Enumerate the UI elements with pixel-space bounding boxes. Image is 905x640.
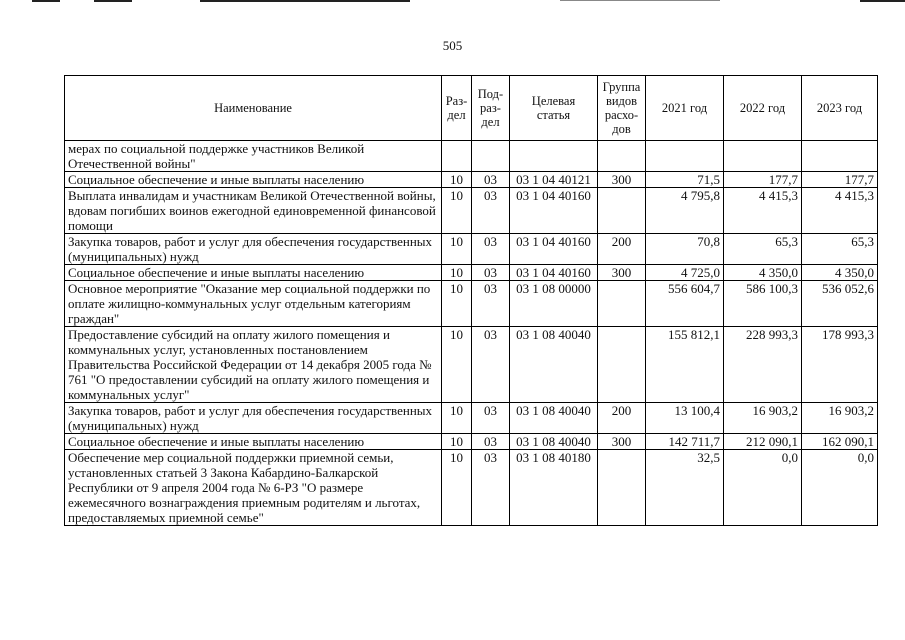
row-2021-cell: 556 604,7 [646,281,724,327]
row-section-cell: 10 [442,450,472,526]
row-2022-cell [724,141,802,172]
header-section-text: Раз- дел [445,94,468,122]
row-subsection-cell: 03 [472,188,510,234]
row-section-cell: 10 [442,403,472,434]
row-subsection-cell: 03 [472,403,510,434]
scan-artifact-line [94,0,132,2]
scan-artifact-line [560,0,720,1]
row-group-cell [598,450,646,526]
header-group-text: Группа видов расхо- дов [602,80,641,136]
row-subsection-cell: 03 [472,234,510,265]
row-target-cell: 03 1 04 40160 [510,188,598,234]
row-name-cell: Основное мероприятие "Оказание мер социальной поддержки по оплате жилищно-коммунальных услуг отдельным категориям граждан" [65,281,442,327]
row-group-cell [598,188,646,234]
row-2023-cell: 0,0 [802,450,878,526]
row-name-cell: Социальное обеспечение и иные выплаты населению [65,172,442,188]
row-2023-cell: 536 052,6 [802,281,878,327]
header-target [510,76,598,141]
table-row [65,281,878,327]
row-2023-cell: 4 350,0 [802,265,878,281]
row-name-cell: Закупка товаров, работ и услуг для обеспечения государственных (муниципальных) нужд [65,403,442,434]
row-2022-cell: 4 350,0 [724,265,802,281]
row-section-cell: 10 [442,234,472,265]
header-target-text: Целевая статья [531,94,576,122]
row-2023-cell: 162 090,1 [802,434,878,450]
header-name: Наименование [65,76,442,141]
row-group-cell: 300 [598,265,646,281]
scan-artifact-line [32,0,60,2]
row-name-cell: Предоставление субсидий на оплату жилого помещения и коммунальных услуг, установленных постановлением Правительства Российской Федерации от 14 декабря 2005 года № 761 "О предоставлении субсидий на оплату жилого помещения и коммунальных услуг" [65,327,442,403]
row-2021-cell: 142 711,7 [646,434,724,450]
row-target-cell: 03 1 08 40180 [510,450,598,526]
row-target-cell: 03 1 04 40160 [510,265,598,281]
row-target-cell: 03 1 04 40121 [510,172,598,188]
row-section-cell: 10 [442,188,472,234]
row-subsection-cell: 03 [472,327,510,403]
row-subsection-cell: 03 [472,281,510,327]
row-section-cell: 10 [442,281,472,327]
row-2022-cell: 0,0 [724,450,802,526]
budget-table [64,75,878,526]
row-2022-cell: 65,3 [724,234,802,265]
row-target-cell: 03 1 08 40040 [510,403,598,434]
row-2021-cell: 155 812,1 [646,327,724,403]
row-2022-cell: 586 100,3 [724,281,802,327]
header-subsection [472,76,510,141]
table-row [65,403,878,434]
row-group-cell [598,281,646,327]
row-subsection-cell: 03 [472,450,510,526]
table-row [65,188,878,234]
table-row [65,434,878,450]
row-target-cell: 03 1 04 40160 [510,234,598,265]
row-2023-cell: 177,7 [802,172,878,188]
row-subsection-cell: 03 [472,434,510,450]
table-row [65,234,878,265]
header-section [442,76,472,141]
row-2022-cell: 212 090,1 [724,434,802,450]
row-group-cell [598,327,646,403]
row-section-cell: 10 [442,265,472,281]
row-2021-cell [646,141,724,172]
row-2021-cell: 71,5 [646,172,724,188]
row-target-cell: 03 1 08 00000 [510,281,598,327]
row-name-cell: Обеспечение мер социальной поддержки приемной семьи, установленных статьей 3 Закона Кабардино-Балкарской Республики от 9 апреля 2004 года № 6-РЗ "О размере ежемесячного вознаграждения приемным родителям и льготах, предоставляемых приемной семье" [65,450,442,526]
row-target-cell: 03 1 08 40040 [510,327,598,403]
row-name-cell: мерах по социальной поддержке участников Великой Отечественной войны" [65,141,442,172]
row-name-cell: Социальное обеспечение и иные выплаты населению [65,434,442,450]
table-row [65,450,878,526]
row-subsection-cell [472,141,510,172]
row-2023-cell: 4 415,3 [802,188,878,234]
row-section-cell: 10 [442,434,472,450]
row-name-cell: Выплата инвалидам и участникам Великой Отечественной войны, вдовам погибших воинов ежегодной единовременной финансовой помощи [65,188,442,234]
row-name-cell: Социальное обеспечение и иные выплаты населению [65,265,442,281]
row-2023-cell [802,141,878,172]
row-group-cell: 200 [598,403,646,434]
row-target-cell [510,141,598,172]
row-2023-cell: 16 903,2 [802,403,878,434]
page-number: 505 [442,38,463,53]
table-row [65,141,878,172]
scan-artifact-line [860,0,905,2]
header-2023: 2023 год [802,76,878,141]
row-2022-cell: 177,7 [724,172,802,188]
row-2022-cell: 228 993,3 [724,327,802,403]
table-header-row [65,76,878,141]
row-2023-cell: 65,3 [802,234,878,265]
header-subsection-text: Под- раз- дел [477,87,504,129]
table-row [65,265,878,281]
row-group-cell: 300 [598,172,646,188]
header-2022: 2022 год [724,76,802,141]
row-section-cell: 10 [442,327,472,403]
row-section-cell [442,141,472,172]
row-2021-cell: 13 100,4 [646,403,724,434]
table-row [65,172,878,188]
row-2021-cell: 4 725,0 [646,265,724,281]
row-section-cell: 10 [442,172,472,188]
row-group-cell: 200 [598,234,646,265]
row-target-cell: 03 1 08 40040 [510,434,598,450]
row-2022-cell: 4 415,3 [724,188,802,234]
row-subsection-cell: 03 [472,172,510,188]
scan-artifact-line [200,0,410,2]
row-2021-cell: 70,8 [646,234,724,265]
row-subsection-cell: 03 [472,265,510,281]
row-2021-cell: 4 795,8 [646,188,724,234]
header-group [598,76,646,141]
row-2023-cell: 178 993,3 [802,327,878,403]
row-2022-cell: 16 903,2 [724,403,802,434]
row-name-cell: Закупка товаров, работ и услуг для обеспечения государственных (муниципальных) нужд [65,234,442,265]
row-group-cell: 300 [598,434,646,450]
table-body [65,141,878,526]
row-2021-cell: 32,5 [646,450,724,526]
table-row [65,327,878,403]
header-2021: 2021 год [646,76,724,141]
row-group-cell [598,141,646,172]
